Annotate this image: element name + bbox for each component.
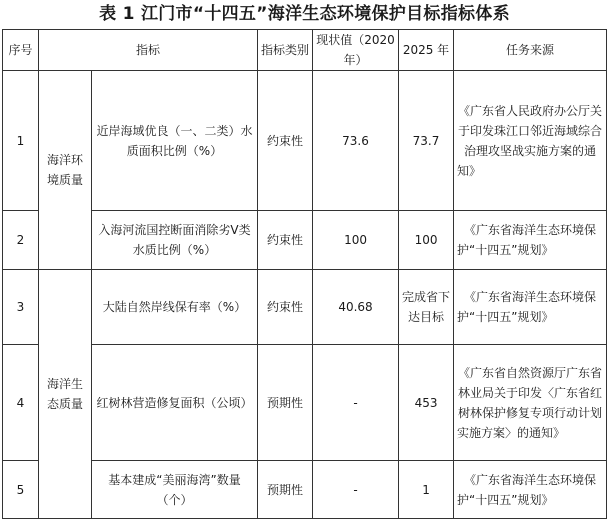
- row-source: 《广东省海洋生态环境保护“十四五”规划》: [454, 270, 607, 345]
- row-type: 约束性: [258, 211, 313, 270]
- row-indicator: 近岸海域优良（一、二类）水质面积比例（%）: [92, 71, 258, 211]
- header-type: 指标类别: [258, 30, 313, 71]
- row-target: 1: [399, 461, 454, 519]
- header-current: 现状值（2020 年）: [313, 30, 399, 71]
- row-type: 预期性: [258, 345, 313, 461]
- row-target: 73.7: [399, 71, 454, 211]
- category-eco-quality: 海洋生态质量: [39, 270, 92, 519]
- header-indicator: 指标: [39, 30, 258, 71]
- table-title: 表 1 江门市“十四五”海洋生态环境保护目标指标体系: [99, 4, 510, 24]
- row-indicator: 红树林营造修复面积（公顷）: [92, 345, 258, 461]
- table-row: [3, 211, 607, 270]
- row-source: 《广东省海洋生态环境保护“十四五”规划》: [454, 461, 607, 519]
- header-target: 2025 年: [399, 30, 454, 71]
- row-indicator: 大陆自然岸线保有率（%）: [92, 270, 258, 345]
- row-type: 约束性: [258, 270, 313, 345]
- row-seq: 4: [3, 345, 39, 461]
- row-current: -: [313, 461, 399, 519]
- header-seq: 序号: [3, 30, 39, 71]
- table-row: [3, 345, 607, 461]
- indicator-table: [2, 29, 607, 519]
- row-source: 《广东省自然资源厅广东省林业局关于印发〈广东省红树林保护修复专项行动计划实施方案〉的通知》: [454, 345, 607, 461]
- row-seq: 3: [3, 270, 39, 345]
- row-seq: 1: [3, 71, 39, 211]
- row-target: 完成省下达目标: [399, 270, 454, 345]
- table-row: [3, 71, 607, 211]
- row-seq: 2: [3, 211, 39, 270]
- row-source: 《广东省海洋生态环境保护“十四五”规划》: [454, 211, 607, 270]
- table-row: [3, 461, 607, 519]
- row-current: 40.68: [313, 270, 399, 345]
- row-type: 约束性: [258, 71, 313, 211]
- row-target: 453: [399, 345, 454, 461]
- header-source: 任务来源: [454, 30, 607, 71]
- table-row: [3, 270, 607, 345]
- row-source: 《广东省人民政府办公厅关于印发珠江口邻近海域综合治理攻坚战实施方案的通知》: [454, 71, 607, 211]
- row-seq: 5: [3, 461, 39, 519]
- row-indicator: 入海河流国控断面消除劣Ⅴ类水质比例（%）: [92, 211, 258, 270]
- row-current: -: [313, 345, 399, 461]
- category-water-quality: 海洋环境质量: [39, 71, 92, 270]
- row-current: 73.6: [313, 71, 399, 211]
- row-indicator: 基本建成“美丽海湾”数量（个）: [92, 461, 258, 519]
- header-row: [3, 30, 607, 71]
- row-current: 100: [313, 211, 399, 270]
- row-target: 100: [399, 211, 454, 270]
- row-type: 预期性: [258, 461, 313, 519]
